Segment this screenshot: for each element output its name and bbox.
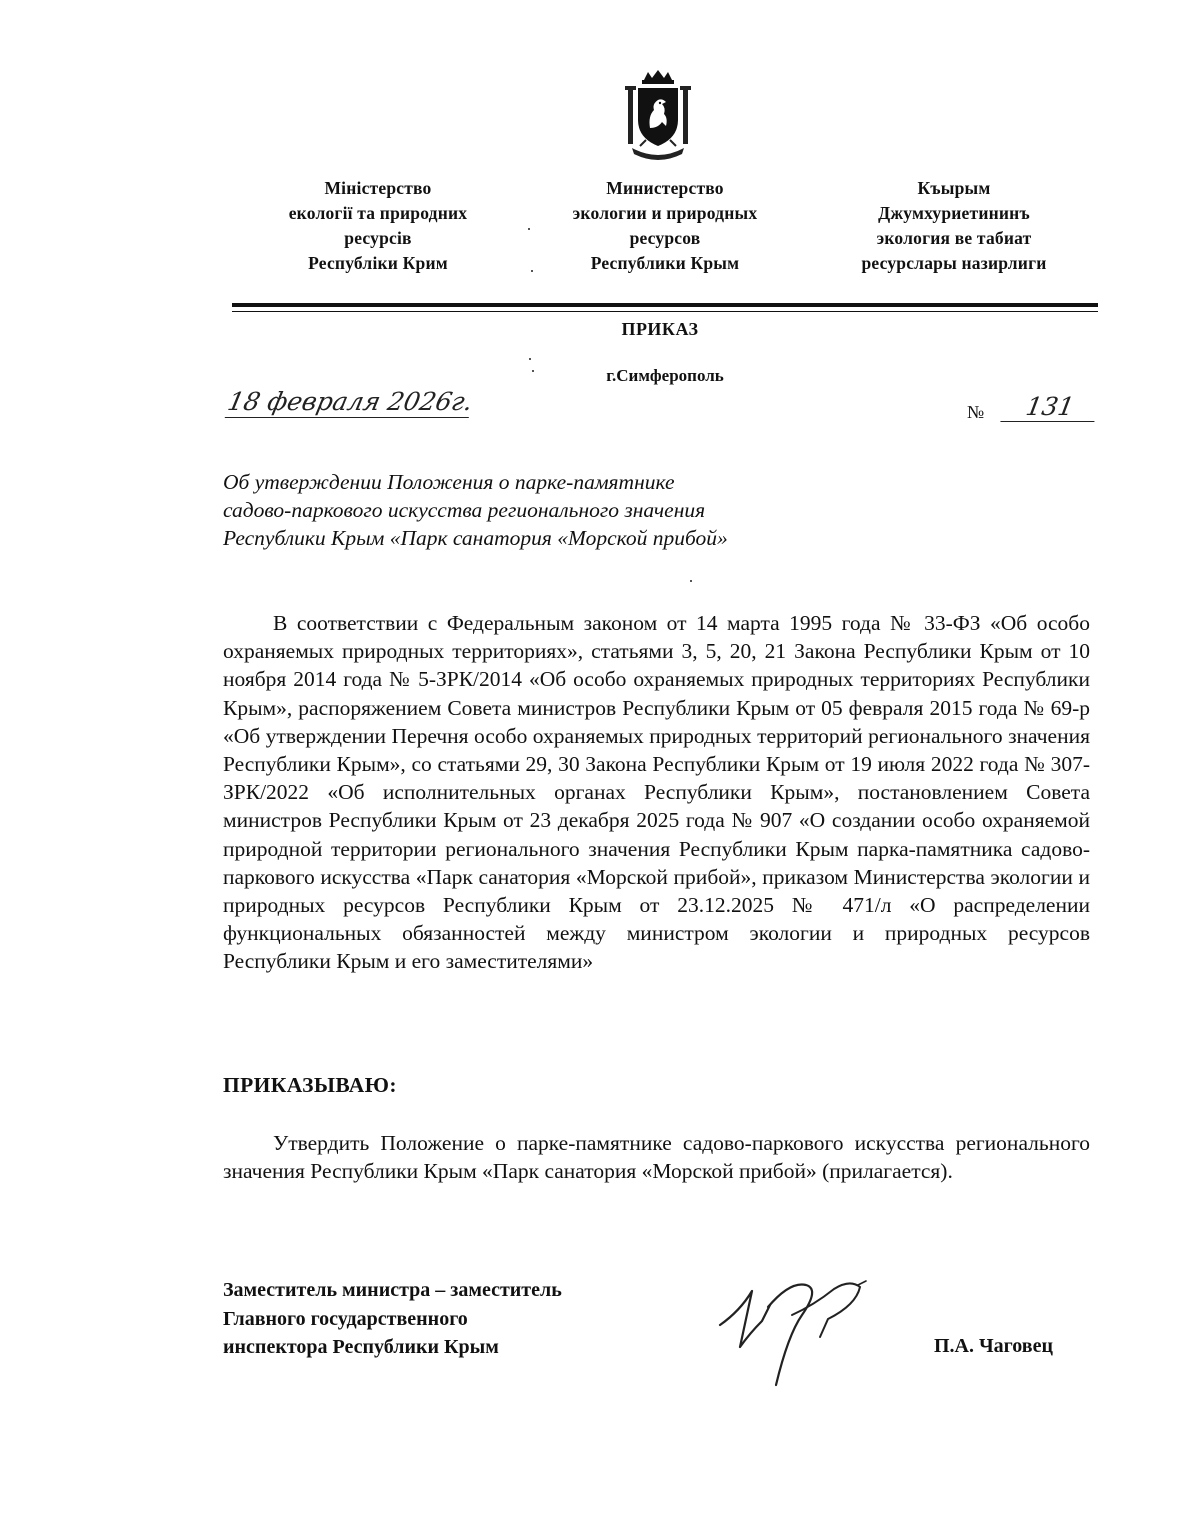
- order-subject: Об утверждении Положения о парке-памятнике садово-паркового искусства регионального значения Республики Крым «Парк санатория «Морской прибой»: [223, 470, 728, 550]
- order-number-handwritten: 131: [1000, 392, 1099, 422]
- org-name-ukrainian: Міністерство екології та природних ресурсів Республіки Крим: [288, 178, 468, 273]
- handwritten-signature: [710, 1275, 875, 1390]
- document-title: ПРИКАЗ: [621, 319, 699, 339]
- org-name-crimean-tatar: Къырым Джумхуриетининъ экология ве табиат ресурслары назирлиги: [861, 178, 1047, 273]
- header-divider-thin: [232, 311, 1098, 312]
- order-directive-word: ПРИКАЗЫВАЮ:: [223, 1073, 397, 1097]
- scan-dot: [690, 580, 692, 582]
- order-decision: Утвердить Положение о парке-памятнике садово-паркового искусства регионального значения Республики Крым «Парк санатория «Морской прибой» (прилагается).: [223, 1131, 1090, 1184]
- order-date-handwritten: 18 февраля 2026г.: [225, 387, 476, 416]
- crimea-coat-of-arms-icon: [622, 70, 694, 162]
- scan-dot: [531, 270, 533, 272]
- order-preamble: В соответствии с Федеральным законом от 14 марта 1995 года № 33-ФЗ «Об особо охраняемых природных территориях», статьями 3, 5, 20, 21 Закона Республики Крым от 10 ноября 2014 года № 5-ЗРК/2014 «Об особо охраняемых природных территориях Республики Крым», распоряжением Совета министров Республики Крым от 05 февраля 2015 года № 69-р «Об утверждении Перечня особо охраняемых природных территорий регионального значения Республики Крым», со статьями 29, 30 Закона Республики Крым от 19 июля 2022 года № 307-ЗРК/2022 «Об исполнительных органах Республики Крым», постановлением Совета министров Республики Крым от 23 декабря 2025 года № 907 «О создании особо охраняемой природной территории регионального значения Республики Крым парка-памятника садово-паркового искусства «Парк санатория «Морской прибой», приказом Министерства экологии и природных ресурсов Республики Крым от 23.12.2025 № 471/л «О распределении функциональных обязанностей между министром экологии и природных ресурсов Республики Крым и его заместителями»: [223, 611, 1090, 974]
- document-city: г.Симферополь: [606, 366, 724, 385]
- header-divider-thick: [232, 303, 1098, 307]
- scan-dot: [528, 228, 530, 230]
- scan-dot: [529, 358, 531, 360]
- signer-position: Заместитель министра – заместитель Главного государственного инспектора Республики Крым: [223, 1279, 562, 1358]
- order-number-label: №: [967, 402, 985, 422]
- signer-name: П.А. Чаговец: [934, 1335, 1053, 1357]
- org-name-russian: Министерство экологии и природных ресурсов Республики Крым: [572, 178, 758, 273]
